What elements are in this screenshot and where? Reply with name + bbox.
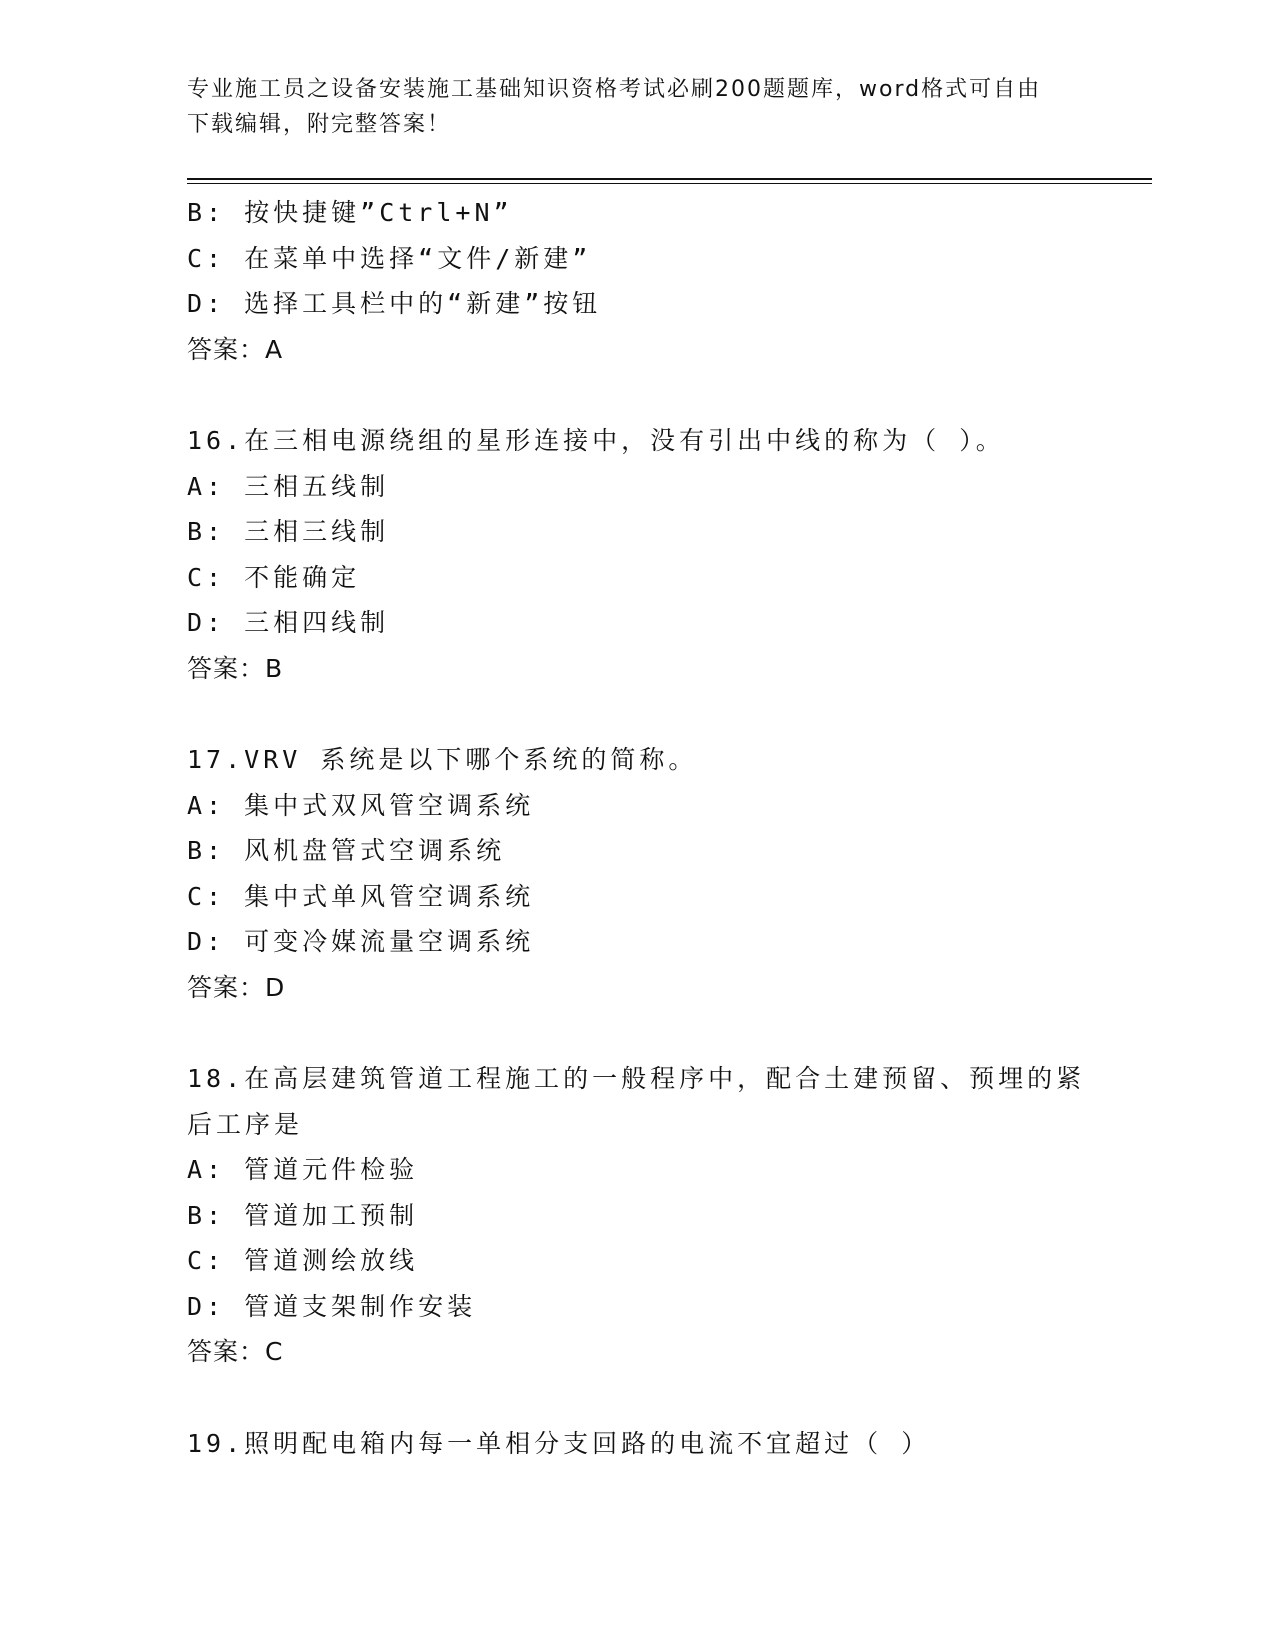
question-19 xyxy=(187,1421,1087,1467)
header-divider-thin xyxy=(187,183,1152,184)
option-a: A: 管道元件检验 xyxy=(187,1155,419,1184)
question-16 xyxy=(187,418,1087,691)
header-title-line-2: 下载编辑，附完整答案！ xyxy=(187,112,452,137)
option-d: D: 三相四线制 xyxy=(187,608,390,637)
answer-line: 答案：B xyxy=(187,653,284,683)
option-a: A: 集中式双风管空调系统 xyxy=(187,790,535,820)
question-stem: 16.在三相电源绕组的星形连接中，没有引出中线的称为（ ）。 xyxy=(187,426,1005,455)
answer-line: 答案：A xyxy=(187,334,284,364)
question-17 xyxy=(187,737,1087,1010)
option-b: B: 管道加工预制 xyxy=(187,1200,419,1230)
question-15-continued xyxy=(187,190,1087,372)
option-b: B: 风机盘管式空调系统 xyxy=(187,836,506,865)
question-stem: 19.照明配电箱内每一单相分支回路的电流不宜超过（ ） xyxy=(187,1428,931,1458)
spacer xyxy=(187,372,1087,418)
option-c: C: 集中式单风管空调系统 xyxy=(187,881,535,911)
answer-line: 答案：C xyxy=(187,1337,284,1366)
answer-line: 答案：D xyxy=(187,972,286,1002)
option-a: A: 三相五线制 xyxy=(187,471,390,501)
option-d: D: 可变冷媒流量空调系统 xyxy=(187,927,535,956)
header-title-line-1: 专业施工员之设备安装施工基础知识资格考试必刷200题题库，word格式可自由 xyxy=(187,77,1042,102)
question-18 xyxy=(187,1056,1087,1375)
question-content xyxy=(187,190,1087,1466)
option-d: D: 管道支架制作安装 xyxy=(187,1291,477,1321)
header-divider-thick xyxy=(187,178,1152,180)
option-c: C: 管道测绘放线 xyxy=(187,1246,419,1275)
page-header xyxy=(187,72,1087,142)
option-b: B: 三相三线制 xyxy=(187,517,390,546)
question-stem-line-1: 18.在高层建筑管道工程施工的一般程序中，配合土建预留、预埋的紧 xyxy=(187,1064,1086,1093)
question-stem: 17.VRV 系统是以下哪个系统的简称。 xyxy=(187,745,698,774)
spacer xyxy=(187,1010,1087,1056)
question-stem-line-2: 后工序是 xyxy=(187,1109,304,1139)
option-c: C: 在菜单中选择“文件/新建” xyxy=(187,243,592,273)
spacer xyxy=(187,691,1087,737)
spacer xyxy=(187,1375,1087,1421)
option-d: D: 选择工具栏中的“新建”按钮 xyxy=(187,289,602,318)
option-b: B: 按快捷键”Ctrl+N” xyxy=(187,198,513,227)
option-c: C: 不能确定 xyxy=(187,562,361,592)
